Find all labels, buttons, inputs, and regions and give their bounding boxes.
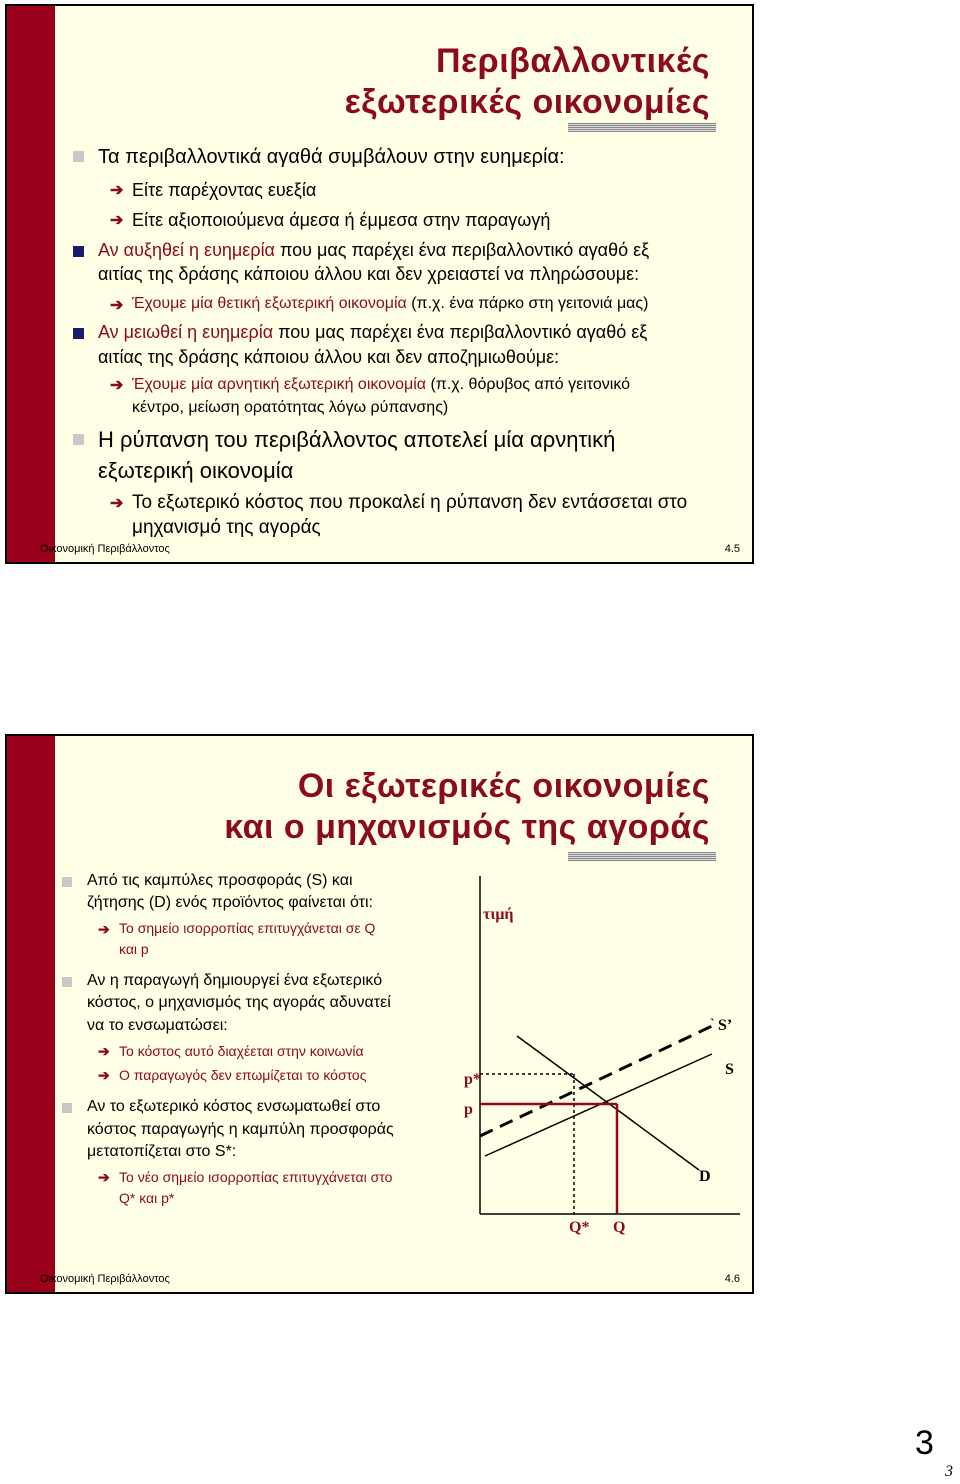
page-number: 3: [915, 1424, 934, 1462]
slide-title-line1: Οι εξωτερικές οικονομίες: [297, 767, 710, 805]
footer-title: Οικονομική Περιβάλλοντος: [40, 1273, 170, 1285]
sub-bullet-text: Είτε αξιοποιούμενα άμεσα ή έμμεσα στην παραγωγή: [132, 210, 551, 230]
slide-title-line2: εξωτερικές οικονομίες: [344, 83, 710, 121]
bullet-text-line2: κόστος, ο μηχανισμός της αγοράς αδυνατεί: [87, 994, 391, 1011]
arrow-icon: ➔: [110, 495, 124, 512]
arrow-icon: ➔: [98, 1067, 110, 1083]
slide-title-line1: Περιβαλλοντικές: [435, 42, 710, 80]
arrow-icon: ➔: [98, 1169, 110, 1185]
y-axis-label: τιμή: [483, 906, 514, 923]
q-label: Q: [613, 1219, 626, 1236]
arrow-icon: ➔: [98, 1043, 110, 1059]
bullet-square: [73, 328, 84, 339]
supply-demand-graph: [7, 736, 754, 1294]
footer-title: Οικονομική Περιβάλλοντος: [40, 543, 170, 555]
bullet-square: [73, 246, 84, 257]
bullet-text: [98, 240, 649, 261]
arrow-icon: ➔: [110, 297, 124, 314]
p-label: p: [464, 1101, 473, 1118]
slide-number: 4.6: [724, 1273, 740, 1285]
slide-title-line2: και ο μηχανισμός της αγοράς: [224, 808, 710, 846]
sub-bullet-text-rest: (π.χ. ένα πάρκο στη γειτονιά μας): [406, 295, 649, 312]
bullet-text-line2: αιτίας της δράσης κάποιου άλλου και δεν χρειαστεί να πληρώσουμε:: [98, 264, 640, 284]
bullet-text-line2: ζήτησης (D) ενός προϊόντος φαίνεται ότι:: [87, 894, 373, 911]
sub-bullet-text: Το νέο σημείο ισορροπίας επιτυγχάνεται στο: [119, 1169, 393, 1185]
arrow-icon: ➔: [110, 182, 124, 199]
title-underline: [568, 123, 716, 132]
sub-bullet-text-line2: κέντρο, μείωση ορατότητας λόγω ρύπανσης): [132, 399, 449, 416]
supply-curve-s-star: [480, 1026, 712, 1136]
highlight-text: Έχουμε μία αρνητική εξωτερική οικονομία: [132, 376, 426, 393]
p-star-label: p*: [464, 1071, 481, 1088]
bullet-text-line2: εξωτερική οικονομία: [98, 458, 294, 483]
sub-bullet-text-rest: (π.χ. θόρυβος από γειτονικό: [426, 376, 631, 393]
slide-4-6: [5, 734, 754, 1294]
arrow-icon: ➔: [98, 921, 110, 937]
bullet-text-line2: κόστος παραγωγής η καμπύλη προσφοράς: [87, 1121, 394, 1138]
sub-bullet-text: Ο παραγωγός δεν επωμίζεται το κόστος: [119, 1067, 367, 1083]
bullet-text: Από τις καμπύλες προσφοράς (S) και: [87, 872, 353, 889]
slide-4-5: [5, 4, 754, 564]
sub-bullet-text: Είτε παρέχοντας ευεξία: [132, 180, 317, 200]
sub-bullet-text: [132, 295, 648, 313]
bullet-square: [73, 434, 84, 445]
arrow-icon: ➔: [110, 212, 124, 229]
bullet-text: Αν η παραγωγή δημιουργεί ένα εξωτερικό: [87, 972, 383, 989]
sub-bullet-text: Το εξωτερικό κόστος που προκαλεί η ρύπανση δεν εντάσσεται στο: [132, 492, 688, 513]
bullet-text: Η ρύπανση του περιβάλλοντος αποτελεί μία αρνητική: [98, 427, 616, 452]
s-star-tick: `: [710, 1017, 715, 1032]
page-number-small: 3: [945, 1463, 953, 1480]
arrow-icon: ➔: [110, 377, 124, 394]
d-label: D: [699, 1168, 711, 1185]
bullet-text: [98, 322, 647, 343]
highlight-text: Έχουμε μία θετική εξωτερική οικονομία: [132, 295, 407, 312]
slide-title: [345, 41, 710, 123]
sub-bullet-text-line2: και p: [119, 941, 149, 957]
slide-number: 4.5: [724, 543, 740, 555]
sub-bullet-text: Το σημείο ισορροπίας επιτυγχάνεται σε Q: [119, 920, 376, 936]
bullet-text-line3: να το ενσωματώσει:: [87, 1017, 228, 1034]
highlight-text: Αν αυξηθεί η ευημερία: [98, 240, 275, 260]
bullet-text-rest: που μας παρέχει ένα περιβαλλοντικό αγαθό εξ: [274, 240, 650, 260]
q-star-label: Q*: [569, 1219, 590, 1236]
s-label: S: [725, 1061, 734, 1078]
bullet-text: Αν το εξωτερικό κόστος ενσωματωθεί στο: [87, 1098, 381, 1115]
sub-bullet-text: [132, 376, 630, 394]
bullet-text: Τα περιβαλλοντικά αγαθά συμβάλουν στην ευημερία:: [98, 146, 565, 168]
bullet-square: [73, 151, 84, 162]
highlight-text: Αν μειωθεί η ευημερία: [98, 322, 274, 342]
s-star-label: S’: [718, 1017, 733, 1034]
slide-accent-bar: [7, 6, 55, 562]
sub-bullet-text-line2: μηχανισμό της αγοράς: [132, 517, 321, 538]
bullet-text-rest: που μας παρέχει ένα περιβαλλοντικό αγαθό εξ: [273, 322, 648, 342]
sub-bullet-text: Το κόστος αυτό διαχέεται στην κοινωνία: [119, 1043, 364, 1059]
bullet-text-line3: μετατοπίζεται στο S*:: [87, 1143, 237, 1160]
bullet-text-line2: αιτίας της δράσης κάποιου άλλου και δεν αποζημιωθούμε:: [98, 347, 560, 367]
sub-bullet-text-line2: Q* και p*: [119, 1190, 175, 1206]
